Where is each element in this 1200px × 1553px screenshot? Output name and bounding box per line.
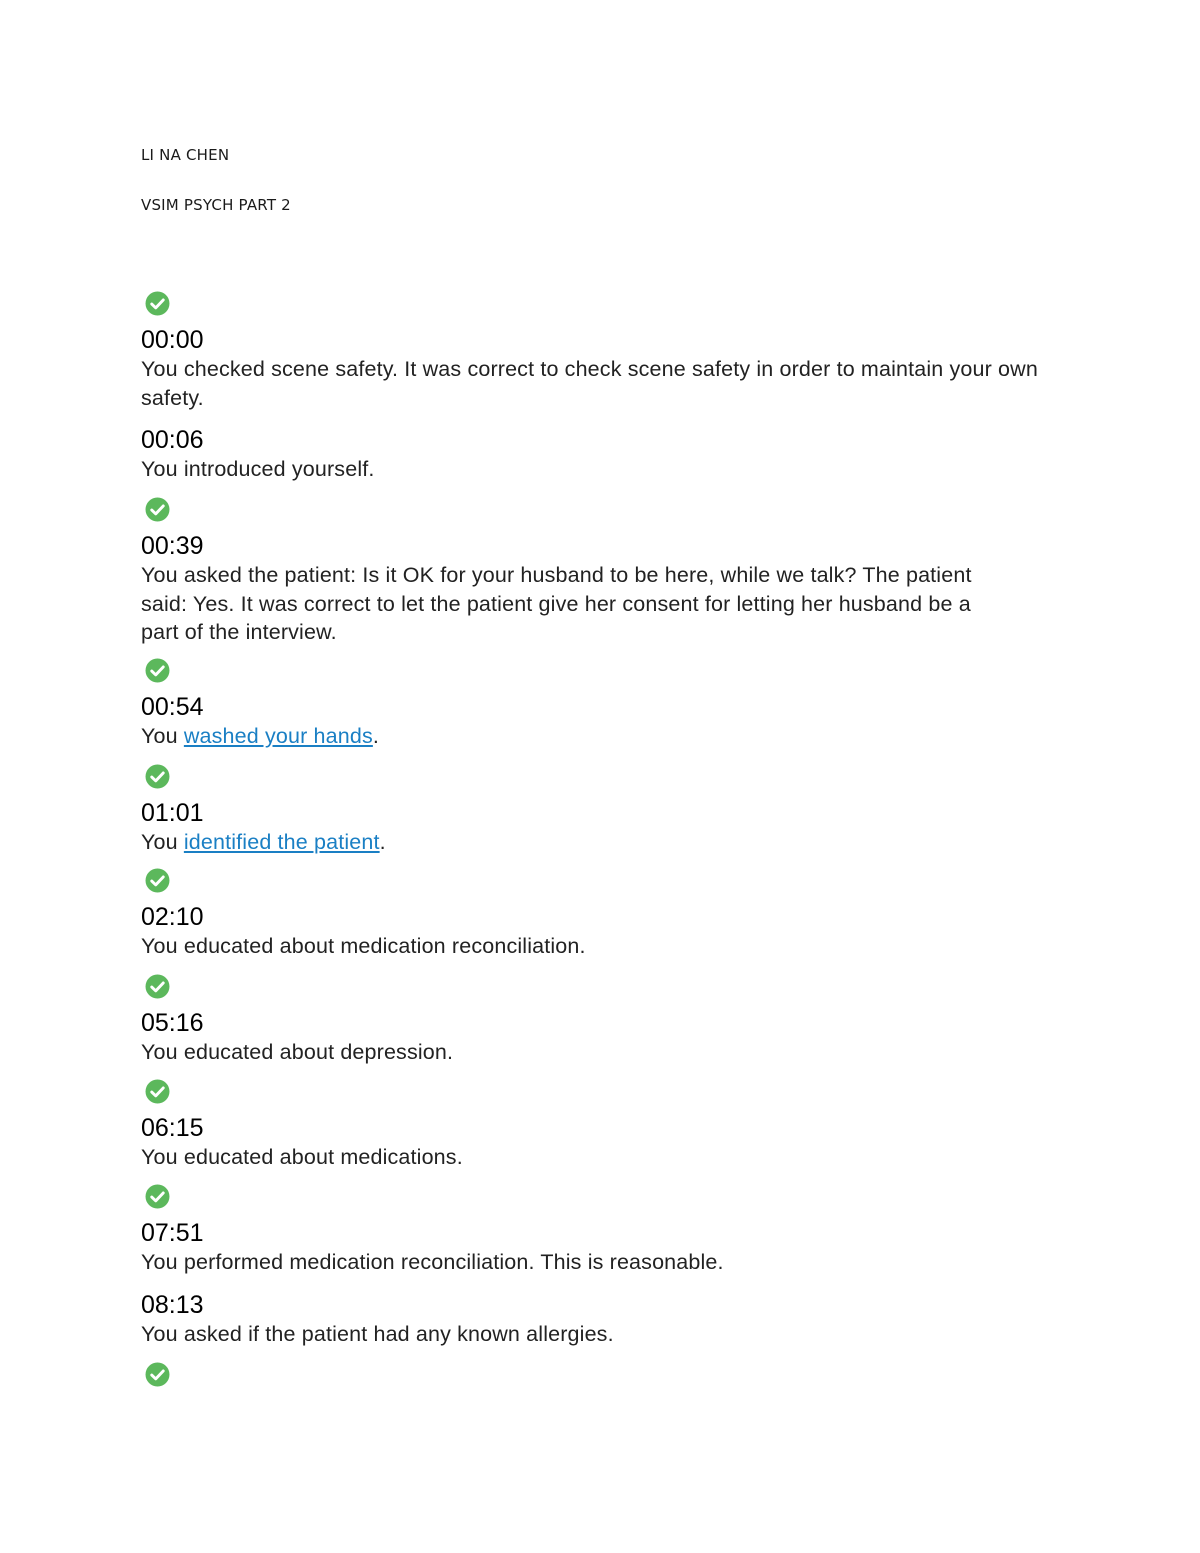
entry-description: You performed medication reconciliation. This is reasonable.: [141, 1250, 724, 1274]
check-circle-icon: [145, 658, 170, 683]
log-entry: [141, 1079, 1061, 1172]
entry-description: [141, 722, 1061, 751]
check-circle-icon: [145, 974, 170, 999]
entry-suffix: .: [372, 724, 379, 748]
entry-description: You asked if the patient had any known allergies.: [141, 1322, 614, 1346]
entry-description: You asked the patient: Is it OK for your husband to be here, while we talk? The patient said: Yes. It was correct to let the patient give her consent for letting her husband be a part of the interview.: [141, 563, 972, 644]
log-entry: [141, 868, 1061, 961]
check-circle-icon: [145, 497, 170, 522]
entry-prefix: You: [141, 724, 184, 748]
log-entry: [141, 658, 1061, 751]
entry-timestamp: 00:06: [141, 426, 204, 454]
check-circle-icon: [145, 1079, 170, 1104]
entry-description: You educated about medication reconciliation.: [141, 934, 586, 958]
entry-timestamp: 00:54: [141, 693, 204, 721]
entry-timestamp: 00:39: [141, 532, 204, 560]
entry-description: You checked scene safety. It was correct to check scene safety in order to maintain your own safety.: [141, 357, 1038, 410]
check-circle-icon: [145, 764, 170, 789]
log-entry: [141, 291, 1061, 412]
identified-patient-link[interactable]: identified the patient: [183, 830, 380, 854]
log-entry: [141, 1184, 1061, 1277]
entry-timestamp: 08:13: [141, 1291, 204, 1319]
author-name: LI NA CHEN: [141, 146, 230, 164]
entry-timestamp: 06:15: [141, 1114, 204, 1142]
check-circle-icon: [145, 1362, 170, 1387]
entry-description: [141, 828, 1061, 857]
log-entry: [141, 497, 1061, 647]
check-circle-icon: [145, 868, 170, 893]
entry-timestamp: 01:01: [141, 799, 204, 827]
entry-description: You educated about depression.: [141, 1040, 454, 1064]
entry-prefix: You: [141, 830, 184, 854]
entry-description: You educated about medications.: [141, 1145, 463, 1169]
check-circle-icon: [145, 291, 170, 316]
entry-timestamp: 00:00: [141, 326, 204, 354]
check-circle-icon: [145, 1184, 170, 1209]
entry-description: You introduced yourself.: [141, 457, 375, 481]
entry-timestamp: 07:51: [141, 1219, 204, 1247]
entry-timestamp: 02:10: [141, 903, 204, 931]
entry-timestamp: 05:16: [141, 1009, 204, 1037]
log-entry: [141, 1290, 1061, 1349]
entry-suffix: .: [379, 830, 386, 854]
document-title: VSIM PSYCH PART 2: [141, 196, 291, 214]
log-entry: [141, 974, 1061, 1067]
log-entry: [141, 764, 1061, 857]
washed-hands-link[interactable]: washed your hands: [183, 724, 373, 748]
log-entry: [141, 425, 1061, 484]
